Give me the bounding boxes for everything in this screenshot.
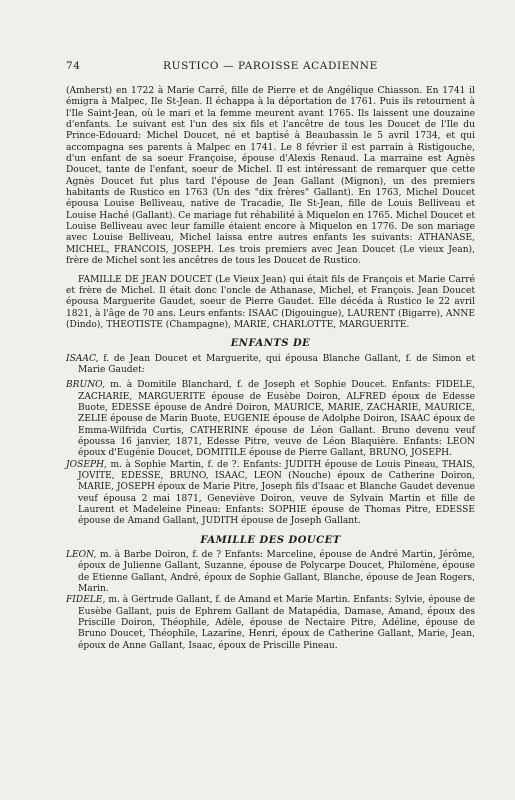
entry-fidele: FIDELE, m. à Gertrude Gallant, f. de Amand et Marie Martin. Enfants: Sylvie, épouse de Eusèbe Gallant, puis de Ephrem Gallant de Matapédia, Damase, Amand, époux des Priscille Doiron, Théophile, Adèle, épouse de Nectaire Pitre, Adéline, épouse de Bruno Doucet, Théophile, Lazarine, Henri, époux de Catherine Gallant, Marie, Jean, époux de Anne Gallant, Isaac, époux de Priscille Pineau. — [66, 595, 475, 651]
section-title-enfants: ENFANTS DE — [230, 338, 311, 350]
intro-paragraph: (Amherst) en 1722 à Marie Carré, fille de Pierre et de Angélique Chiasson. En 1741 il émigra à Malpec, Ile St-Jean. Il échappa à la déportation de 1761. Puis ils retournent à l'Ile Saint-Jean, où le mari et la femme meurent avant 1765. Ils laissent une douzaine d'enfants. Le suivant est l'un des six fils et l'ancêtre de tous les Doucet de l'Ile du Prince-Edouard: Michel Doucet, né et baptisé à Beaubassin le 5 avril 1734, et qui accompagna ses parents à Malpec en 1741. Le 8 février il est parrain à Ristigouche, d'un enfant de sa soeur Françoise, épouse d'Alexis Renaud. La marraine est Agnès Doucet, tante de l'enfant, soeur de Michel. Il est intéressant de remarquer que cette Agnès Doucet fut plus tard l'épouse de Jean Gallant (Mignon), un des premiers habitants de Rustico en 1763 (Un des "dix frères" Gallant). En 1763, Michel Doucet épousa Louise Belliveau, native de Tracadie, Ile St-Jean, fille de Louis Belliveau et Louise Haché (Gallant). Ce mariage fut réhabilité à Miquelon en 1765. Michel Doucet et Louise Belliveau avec leur famille étaient encore à Miquelon en 1776. De son mariage avec Louise Belliveau, Michel laissa entre autres enfants les suivants: ATHANASE, MICHEL, FRANCOIS, JOSEPH. Les trois premiers avec Jean Doucet (Le vieux Jean), frère de Michel sont les ancêtres de tous les Doucet de Rustico. — [66, 86, 475, 267]
page-number: 74 — [66, 60, 81, 72]
famille-jean-paragraph: FAMILLE DE JEAN DOUCET (Le Vieux Jean) qui était fils de François et Marie Carré et frère de Michel. Il était donc l'oncle de Athanase, Michel, et François. Jean Doucet épousa Marguerite Gaudet, soeur de Pierre Gaudet. Elle décéda à Rustico le 22 avril 1821, à l'âge de 70 ans. Leurs enfants: ISAAC (Digouingue), LAURENT (Bigarre), ANNE (Dindo), THEOTISTE (Champagne), MARIE, CHARLOTTE, MARGUERITE. — [66, 274, 475, 330]
entry-leon: LEON, m. à Barbe Doiron, f. de ? Enfants: Marceline, épouse de André Martin, Jérôme, époux de Julienne Gallant, Suzanne, épouse de Polycarpe Doucet, Philomène, épouse de Etienne Gallant, André, époux de Sophie Gallant, Blanche, épouse de Jean Rogers, Marin. — [66, 550, 475, 595]
section-title-famille-doucet: FAMILLE DES DOUCET — [200, 534, 341, 546]
entry-joseph: JOSEPH, m. à Sophie Martin, f. de ?. Enfants: JUDITH épouse de Louis Pineau, THAIS, JOVITE, EDESSE, BRUNO, ISAAC, LEON (Nouche) époux de Catherine Doiron, MARIE, JOSEPH époux de Marie Pitre, Joseph fils d'Isaac et Blanche Gaudet devenue veuf épousa 2 mai 1871, Geneviève Doiron, veuve de Sylvain Martin et fille de Laurent et Madeleine Pineau: Enfants: SOPHIE épouse de Thomas Pitre, EDESSE épouse de Amand Gallant, JUDITH épouse de Joseph Gallant. — [66, 459, 475, 527]
running-title: RUSTICO — PAROISSE ACADIENNE — [163, 60, 378, 72]
page-header — [66, 60, 475, 72]
entry-bruno: BRUNO, m. à Domitile Blanchard, f. de Joseph et Sophie Doucet. Enfants: FIDELE, ZACHARIE, MARGUERITE épouse de Eusèbe Doiron, ALFRED époux de Edesse Buote, EDESSE épouse de André Doiron, MAURICE, MARIE, ZACHARIE, MAURICE, ZELIE épouse de Marin Buote, EUGENIE épouse de Adolphe Doiron, ISAAC époux de Emma-Wilfrida Curtis, CATHERINE épouse de Léon Gallant. Bruno devenu veuf époussa 16 janvier, 1871, Edesse Pitre, veuve de Léon Blaquière. Enfants: LEON époux d'Eugénie Doucet, DOMITILE épouse de Pierre Gallant, BRUNO, JOSEPH. — [66, 380, 475, 459]
entry-isaac: ISAAC, f. de Jean Doucet et Marguerite, qui épousa Blanche Gallant, f. de Simon et Marie Gaudet: — [66, 353, 475, 375]
